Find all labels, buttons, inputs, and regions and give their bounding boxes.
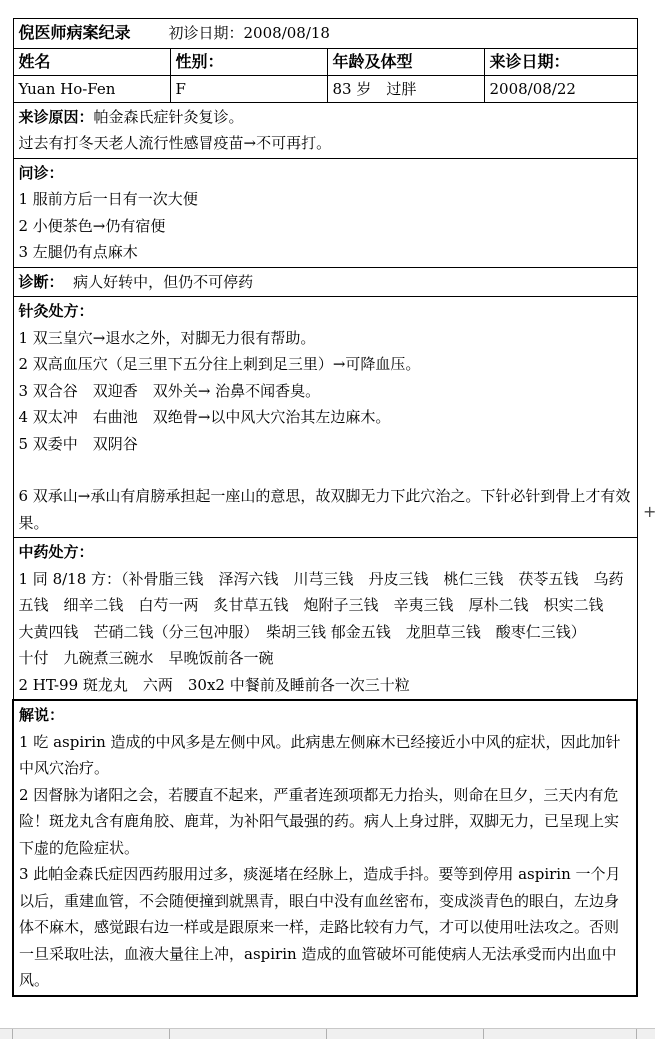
visit-date-label: 来诊日期： xyxy=(484,48,637,75)
explanation-section xyxy=(13,700,637,996)
reason-note: 过去有打冬天老人流行性感冒疫苗→不可再打。 xyxy=(18,134,332,152)
inquiry-item: 1 服前方后一日有一次大便 xyxy=(18,190,198,208)
ruler-tick xyxy=(326,1029,327,1039)
diagnosis-section xyxy=(13,267,637,297)
medical-record-document xyxy=(12,18,636,997)
ruler-tick xyxy=(636,1029,637,1039)
inquiry-section xyxy=(13,158,637,267)
herbal-label: 中药处方： xyxy=(18,543,94,561)
record-table xyxy=(12,18,638,997)
herbal-pill: 2 HT-99 斑龙丸 六两 30x2 中餐前及睡前各一次三十粒 xyxy=(18,675,410,694)
patient-age: 83 岁 过胖 xyxy=(327,75,484,102)
acupuncture-item: 5 双委中 双阴谷 xyxy=(18,434,138,453)
explanation-item: 1 吃 aspirin 造成的中风多是左侧中风。此病患左侧麻木已经接近小中风的症状，因此加针中风穴治疗。 xyxy=(19,732,621,777)
title-row xyxy=(13,19,637,49)
herbal-dosage: 十付 九碗煮三碗水 早晚饭前各一碗 xyxy=(18,649,274,667)
herbal-section xyxy=(13,538,637,701)
reason-label: 来诊原因： xyxy=(18,107,94,126)
sex-label: 性别： xyxy=(170,48,327,75)
inquiry-item: 3 左腿仍有点麻木 xyxy=(18,243,138,261)
blank-line xyxy=(19,457,632,483)
explanation-item: 3 此帕金森氏症因西药服用过多，痰涎堵在经脉上，造成手抖。要等到停用 aspirin 一个月以后，重建血管，不会随便撞到就黑青，眼白中没有血丝密布，变成淡青色的眼白，左边身体不麻木，感觉跟右边一样或是跟原来一样，走路比较有力气，才可以使用吐法攻之。否则一旦采取吐法，血液大量往上冲，aspirin 造成的血管破坏可能使病人无法承受而内出血中风。 xyxy=(19,865,621,989)
ruler-tick xyxy=(169,1029,170,1039)
reason-section xyxy=(13,102,637,158)
explanation-label: 解说： xyxy=(19,706,65,724)
acupuncture-section xyxy=(13,297,637,538)
patient-visit-date: 2008/08/22 xyxy=(484,75,637,102)
record-title: 倪医师病案纪录 xyxy=(18,23,131,42)
column-resize-handle[interactable]: + xyxy=(643,502,656,521)
header-row xyxy=(13,48,637,75)
patient-name: Yuan Ho-Fen xyxy=(13,75,170,102)
horizontal-ruler xyxy=(0,1028,655,1039)
explanation-item: 2 因督脉为诸阳之会，若腰直不起来，严重者连颈项都无力抬头，则命在旦夕，三天内有危险！斑龙丸含有鹿角胶、鹿茸，为补阳气最强的药。病人上身过胖，双脚无力，已呈现上实下虚的危险症状。 xyxy=(19,785,620,857)
age-label: 年龄及体型 xyxy=(327,48,484,75)
inquiry-item: 2 小便茶色→仍有宿便 xyxy=(18,216,166,235)
diagnosis-text: 病人好转中，但仍不可停药 xyxy=(73,272,254,291)
ruler-tick xyxy=(12,1029,13,1039)
patient-sex: F xyxy=(170,75,327,102)
acupuncture-item: 1 双三皇穴→退水之外，对脚无力很有帮助。 xyxy=(18,328,316,347)
acupuncture-label: 针灸处方： xyxy=(18,302,94,320)
herbal-formula: 1 同 8/18 方：（补骨脂三钱 泽泻六钱 川芎三钱 丹皮三钱 桃仁三钱 茯苓五钱 乌药五钱 细辛二钱 白芍一两 炙甘草五钱 炮附子三钱 辛夷三钱 厚朴二钱 枳实二钱 大黄四钱 芒硝二钱（分三包冲服） 柴胡三钱 郁金五钱 龙胆草三钱 酸枣仁三钱） xyxy=(18,569,624,641)
first-visit-date: 初诊日期：2008/08/18 xyxy=(168,24,330,42)
acupuncture-item: 3 双合谷 双迎香 双外关→ 治鼻不闻香臭。 xyxy=(18,381,321,400)
name-label: 姓名 xyxy=(13,48,170,75)
acupuncture-item-6: 6 双承山→承山有肩膀承担起一座山的意思，故双脚无力下此穴治之。下针必针到骨上才有效果。 xyxy=(18,487,631,532)
diagnosis-label: 诊断： xyxy=(18,272,64,291)
inquiry-label: 问诊： xyxy=(18,163,64,182)
acupuncture-item: 4 双太冲 右曲池 双绝骨→以中风大穴治其左边麻木。 xyxy=(18,408,391,426)
patient-row xyxy=(13,75,637,102)
reason-text: 帕金森氏症针灸复诊。 xyxy=(93,107,244,126)
acupuncture-item: 2 双高血压穴（足三里下五分往上刺到足三里）→可降血压。 xyxy=(18,355,421,373)
ruler-tick xyxy=(483,1029,484,1039)
